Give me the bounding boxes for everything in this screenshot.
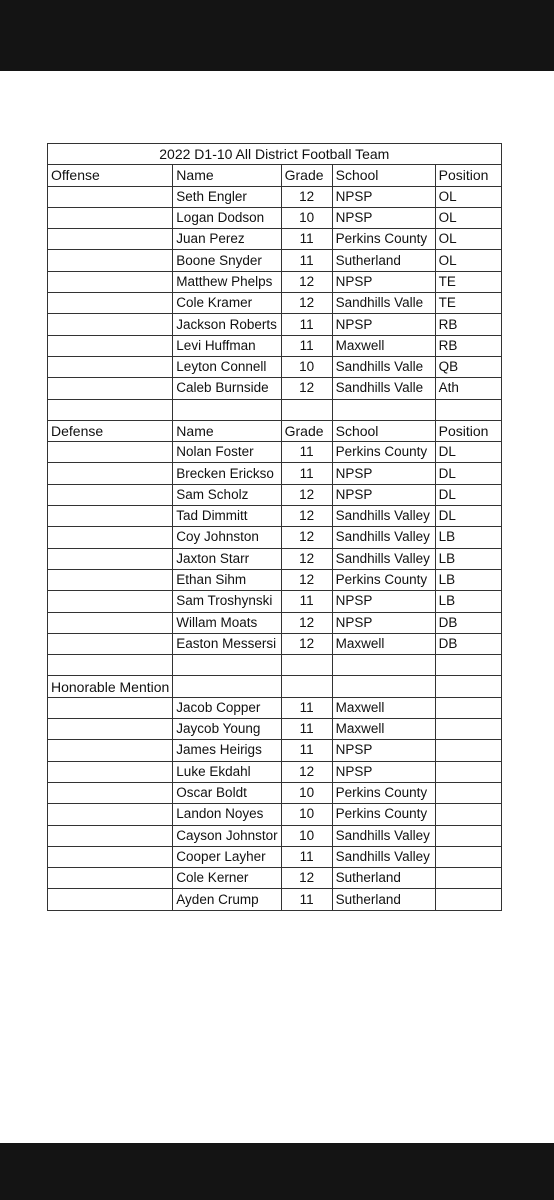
table-row [48,207,502,228]
empty-cell [48,846,173,867]
player-position: LB [435,548,501,569]
player-name: Coy Johnston [173,527,281,548]
table-row [48,612,502,633]
player-name: Ayden Crump [173,889,281,910]
player-school: Perkins County [332,229,435,250]
player-position: DL [435,506,501,527]
empty-cell [48,506,173,527]
empty-cell [48,271,173,292]
player-name: Logan Dodson [173,207,281,228]
player-grade: 12 [281,569,332,590]
player-position [435,782,501,803]
player-school: NPSP [332,484,435,505]
empty-cell [173,655,281,676]
player-school: Sutherland [332,250,435,271]
player-name: Willam Moats [173,612,281,633]
empty-cell [48,591,173,612]
player-name: Caleb Burnside [173,378,281,399]
player-school: Sutherland [332,868,435,889]
player-grade: 11 [281,335,332,356]
empty-cell [48,655,173,676]
player-grade: 11 [281,250,332,271]
empty-cell [48,229,173,250]
player-position: OL [435,207,501,228]
table-row [48,548,502,569]
player-grade: 11 [281,697,332,718]
table-row [48,889,502,910]
empty-cell [332,399,435,420]
player-name: Jaxton Starr [173,548,281,569]
player-school: Perkins County [332,442,435,463]
player-name: Oscar Boldt [173,782,281,803]
empty-cell [48,548,173,569]
table-row [48,378,502,399]
player-grade: 12 [281,506,332,527]
player-name: Landon Noyes [173,804,281,825]
player-school: Sandhills Valle [332,378,435,399]
player-name: Easton Messersi [173,633,281,654]
player-grade: 11 [281,314,332,335]
defense-header-row [48,420,502,441]
player-school: Perkins County [332,804,435,825]
player-name: Seth Engler [173,186,281,207]
offense-section-label: Offense [48,165,173,186]
player-position: LB [435,569,501,590]
table-row [48,314,502,335]
player-grade: 12 [281,548,332,569]
player-position [435,697,501,718]
empty-cell [281,399,332,420]
player-name: Cayson Johnstor [173,825,281,846]
player-school: Sandhills Valle [332,293,435,314]
table-row [48,697,502,718]
player-position [435,804,501,825]
player-position: TE [435,293,501,314]
empty-cell [48,697,173,718]
player-school: Sutherland [332,889,435,910]
player-grade: 12 [281,761,332,782]
empty-cell [48,719,173,740]
player-position: RB [435,314,501,335]
player-school: Sandhills Valley [332,825,435,846]
table-row [48,250,502,271]
player-school: Sandhills Valley [332,846,435,867]
empty-cell [48,442,173,463]
position-column-header: Position [435,165,501,186]
player-school: NPSP [332,463,435,484]
player-grade: 11 [281,229,332,250]
player-grade: 12 [281,186,332,207]
player-name: Levi Huffman [173,335,281,356]
player-school: Sandhills Valley [332,548,435,569]
player-position: OL [435,229,501,250]
player-school: Sandhills Valley [332,506,435,527]
empty-cell [48,740,173,761]
player-name: Leyton Connell [173,356,281,377]
table-row [48,846,502,867]
player-position: DL [435,442,501,463]
player-position: OL [435,250,501,271]
empty-cell [48,825,173,846]
table-row [48,527,502,548]
player-grade: 12 [281,378,332,399]
table-row [48,506,502,527]
player-school: Maxwell [332,719,435,740]
player-grade: 12 [281,484,332,505]
player-grade: 11 [281,591,332,612]
honorable-section-label: Honorable Mention [48,676,173,697]
player-school: Maxwell [332,633,435,654]
player-name: James Heirigs [173,740,281,761]
empty-cell [435,399,501,420]
offense-header-row [48,165,502,186]
player-school: Perkins County [332,569,435,590]
table-row [48,804,502,825]
player-grade: 11 [281,740,332,761]
name-column-header: Name [173,420,281,441]
empty-cell [435,655,501,676]
table-row [48,463,502,484]
player-position: TE [435,271,501,292]
player-position: LB [435,527,501,548]
title-row [48,144,502,165]
empty-cell [48,782,173,803]
bottom-black-bar [0,1143,554,1200]
empty-cell [173,676,281,697]
player-grade: 10 [281,825,332,846]
player-grade: 11 [281,442,332,463]
player-grade: 10 [281,782,332,803]
player-grade: 10 [281,804,332,825]
empty-cell [48,250,173,271]
table-row [48,591,502,612]
player-position [435,719,501,740]
player-grade: 11 [281,846,332,867]
player-grade: 10 [281,207,332,228]
player-grade: 12 [281,271,332,292]
player-position: DB [435,633,501,654]
grade-column-header: Grade [281,165,332,186]
player-school: Sandhills Valle [332,356,435,377]
player-school: Sandhills Valley [332,527,435,548]
table-row [48,569,502,590]
player-grade: 12 [281,868,332,889]
empty-cell [48,463,173,484]
blank-row [48,399,502,420]
player-position [435,825,501,846]
player-name: Brecken Erickso [173,463,281,484]
player-name: Boone Snyder [173,250,281,271]
player-school: NPSP [332,271,435,292]
player-name: Sam Troshynski [173,591,281,612]
table-row [48,782,502,803]
player-position: RB [435,335,501,356]
player-position: OL [435,186,501,207]
player-school: NPSP [332,612,435,633]
name-column-header: Name [173,165,281,186]
player-position: DL [435,463,501,484]
player-position [435,761,501,782]
table-row [48,633,502,654]
school-column-header: School [332,165,435,186]
empty-cell [48,399,173,420]
player-grade: 12 [281,293,332,314]
player-grade: 11 [281,889,332,910]
table-row [48,484,502,505]
player-position: LB [435,591,501,612]
table-row [48,868,502,889]
table-title: 2022 D1-10 All District Football Team [48,144,502,165]
player-grade: 11 [281,463,332,484]
school-column-header: School [332,420,435,441]
empty-cell [281,655,332,676]
empty-cell [48,633,173,654]
player-grade: 10 [281,356,332,377]
player-name: Cooper Layher [173,846,281,867]
top-black-bar [0,0,554,71]
player-school: NPSP [332,186,435,207]
player-name: Sam Scholz [173,484,281,505]
player-position: Ath [435,378,501,399]
empty-cell [48,761,173,782]
player-grade: 12 [281,527,332,548]
player-school: NPSP [332,314,435,335]
grade-column-header: Grade [281,420,332,441]
player-school: Maxwell [332,335,435,356]
empty-cell [48,356,173,377]
player-school: NPSP [332,761,435,782]
player-name: Matthew Phelps [173,271,281,292]
table-row [48,335,502,356]
empty-cell [48,527,173,548]
player-grade: 12 [281,633,332,654]
player-position: DL [435,484,501,505]
player-name: Jaycob Young [173,719,281,740]
empty-cell [48,804,173,825]
player-name: Tad Dimmitt [173,506,281,527]
table-row [48,719,502,740]
table-row [48,271,502,292]
position-column-header: Position [435,420,501,441]
player-name: Cole Kramer [173,293,281,314]
defense-section-label: Defense [48,420,173,441]
player-position [435,868,501,889]
player-name: Nolan Foster [173,442,281,463]
player-grade: 12 [281,612,332,633]
empty-cell [48,868,173,889]
player-position [435,889,501,910]
player-school: Maxwell [332,697,435,718]
all-district-table [47,143,502,911]
empty-cell [281,676,332,697]
empty-cell [48,314,173,335]
player-school: NPSP [332,740,435,761]
player-name: Ethan Sihm [173,569,281,590]
player-school: NPSP [332,207,435,228]
player-name: Juan Perez [173,229,281,250]
player-school: NPSP [332,591,435,612]
empty-cell [48,335,173,356]
table-row [48,761,502,782]
player-grade: 11 [281,719,332,740]
empty-cell [332,655,435,676]
empty-cell [48,889,173,910]
player-name: Jackson Roberts [173,314,281,335]
empty-cell [48,207,173,228]
honorable-header-row [48,676,502,697]
empty-cell [332,676,435,697]
player-name: Jacob Copper [173,697,281,718]
table-row [48,356,502,377]
empty-cell [48,378,173,399]
player-position [435,846,501,867]
table-row [48,293,502,314]
empty-cell [173,399,281,420]
empty-cell [48,612,173,633]
empty-cell [48,293,173,314]
empty-cell [48,484,173,505]
player-name: Cole Kerner [173,868,281,889]
player-position: QB [435,356,501,377]
table-row [48,442,502,463]
player-school: Perkins County [332,782,435,803]
table-row [48,229,502,250]
blank-row [48,655,502,676]
empty-cell [48,186,173,207]
player-position [435,740,501,761]
empty-cell [48,569,173,590]
table-row [48,825,502,846]
empty-cell [435,676,501,697]
table-row [48,186,502,207]
player-name: Luke Ekdahl [173,761,281,782]
player-position: DB [435,612,501,633]
table-row [48,740,502,761]
